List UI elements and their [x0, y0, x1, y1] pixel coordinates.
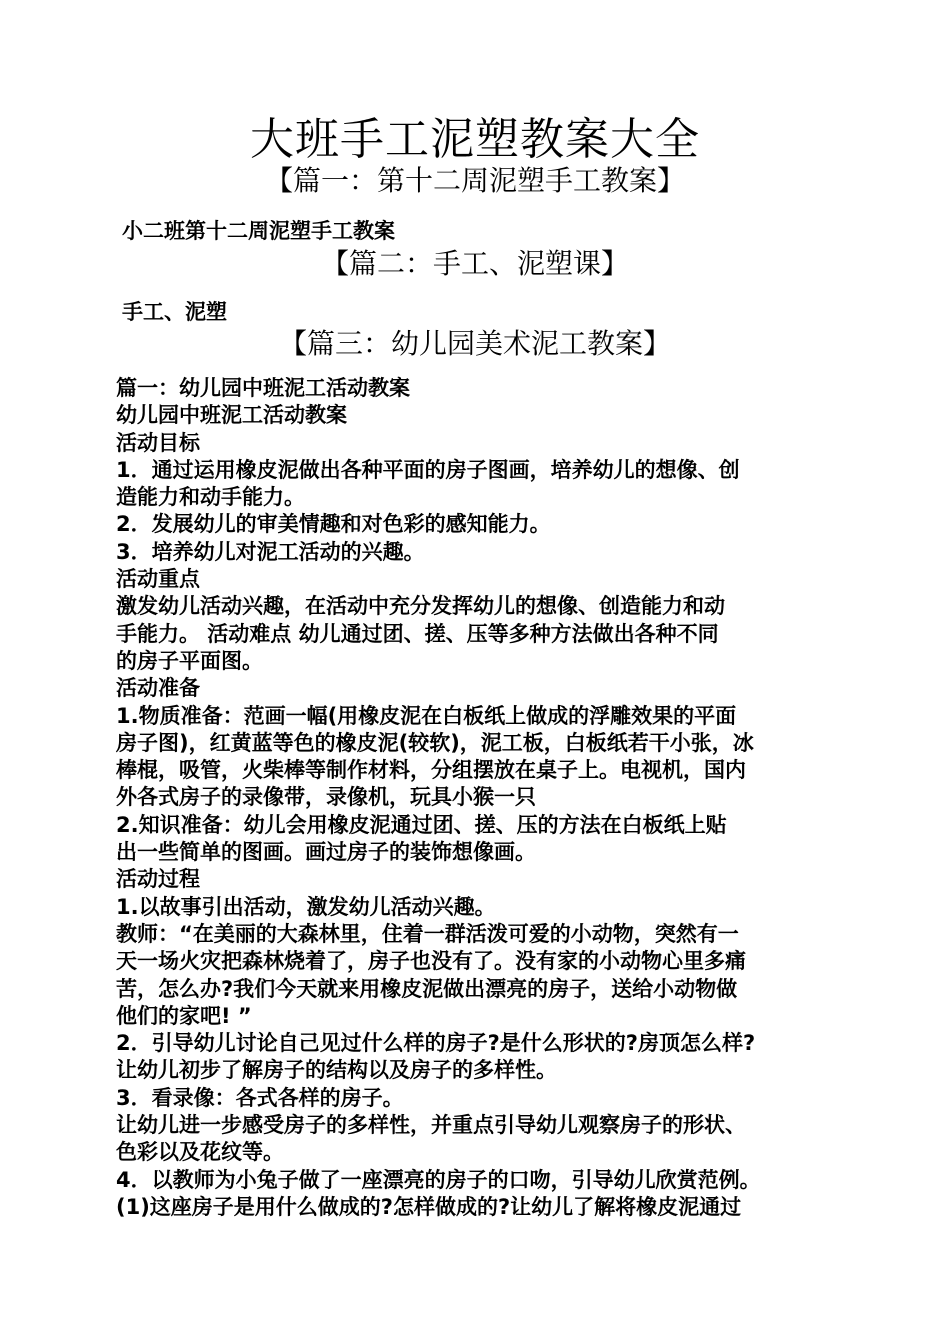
section-heading-1: 【篇一：第十二周泥塑手工教案】 — [264, 164, 685, 197]
section-subtitle-1: 小二班第十二周泥塑手工教案 — [122, 219, 395, 243]
body-line: 2．发展幼儿的审美情趣和对色彩的感知能力。 — [116, 512, 551, 537]
body-line: 外各式房子的录像带，录像机，玩具小猴一只 — [116, 785, 536, 810]
body-line: 手能力。 活动难点 幼儿通过团、搓、压等多种方法做出各种不同 — [116, 621, 719, 646]
body-line: 活动过程 — [116, 867, 200, 892]
body-line: 色彩以及花纹等。 — [116, 1140, 284, 1165]
body-line: 教师：“在美丽的大森林里，住着一群活泼可爱的小动物，突然有一 — [116, 921, 739, 946]
body-line: 2．引导幼儿讨论自己见过什么样的房子?是什么形状的?房顶怎么样? — [116, 1031, 756, 1056]
body-line: 天一场火灾把森林烧着了，房子也没有了。没有家的小动物心里多痛 — [116, 949, 746, 974]
body-line: 让幼儿进一步感受房子的多样性，并重点引导幼儿观察房子的形状、 — [116, 1113, 746, 1138]
section-heading-2: 【篇二：手工、泥塑课】 — [320, 247, 629, 280]
body-line: 4．以教师为小兔子做了一座漂亮的房子的口吻，引导幼儿欣赏范例。 — [116, 1167, 761, 1192]
body-line: 3．培养幼儿对泥工活动的兴趣。 — [116, 539, 425, 564]
body-line: 房子图)，红黄蓝等色的橡皮泥(较软)，泥工板，白板纸若干小张，冰 — [116, 730, 754, 755]
body-line: 3．看录像：各式各样的房子。 — [116, 1085, 404, 1110]
body-line: 1.物质准备：范画一幅(用橡皮泥在白板纸上做成的浮雕效果的平面 — [116, 703, 737, 728]
body-line: 苦，怎么办?我们今天就来用橡皮泥做出漂亮的房子，送给小动物做 — [116, 976, 738, 1001]
body-line: 的房子平面图。 — [116, 648, 263, 673]
body-line: 活动重点 — [116, 567, 200, 592]
document-title: 大班手工泥塑教案大全 — [250, 114, 700, 165]
body-line: 出一些简单的图画。画过房子的装饰想像画。 — [116, 840, 536, 865]
section-subtitle-2: 手工、泥塑 — [122, 300, 227, 324]
body-line: (1)这座房子是用什么做成的?怎样做成的?让幼儿了解将橡皮泥通过 — [116, 1194, 742, 1219]
section-heading-3: 【篇三：幼儿园美术泥工教案】 — [278, 327, 671, 360]
body-line: 幼儿园中班泥工活动教案 — [116, 403, 347, 428]
body-line: 激发幼儿活动兴趣，在活动中充分发挥幼儿的想像、创造能力和动 — [116, 594, 725, 619]
body-line: 2.知识准备：幼儿会用橡皮泥通过团、搓、压的方法在白板纸上贴 — [116, 812, 727, 837]
body-line: 活动准备 — [116, 676, 200, 701]
body-line: 造能力和动手能力。 — [116, 485, 305, 510]
body-line: 他们的家吧! ” — [116, 1003, 252, 1028]
body-line: 棒棍，吸管，火柴棒等制作材料，分组摆放在桌子上。电视机，国内 — [116, 758, 746, 783]
body-line: 让幼儿初步了解房子的结构以及房子的多样性。 — [116, 1058, 557, 1083]
body-line: 篇一：幼儿园中班泥工活动教案 — [116, 376, 410, 400]
body-line: 1．通过运用橡皮泥做出各种平面的房子图画，培养幼儿的想像、创 — [116, 457, 740, 482]
body-line: 活动目标 — [116, 430, 200, 455]
body-text — [116, 375, 846, 1221]
body-line: 1.以故事引出活动，激发幼儿活动兴趣。 — [116, 894, 496, 919]
